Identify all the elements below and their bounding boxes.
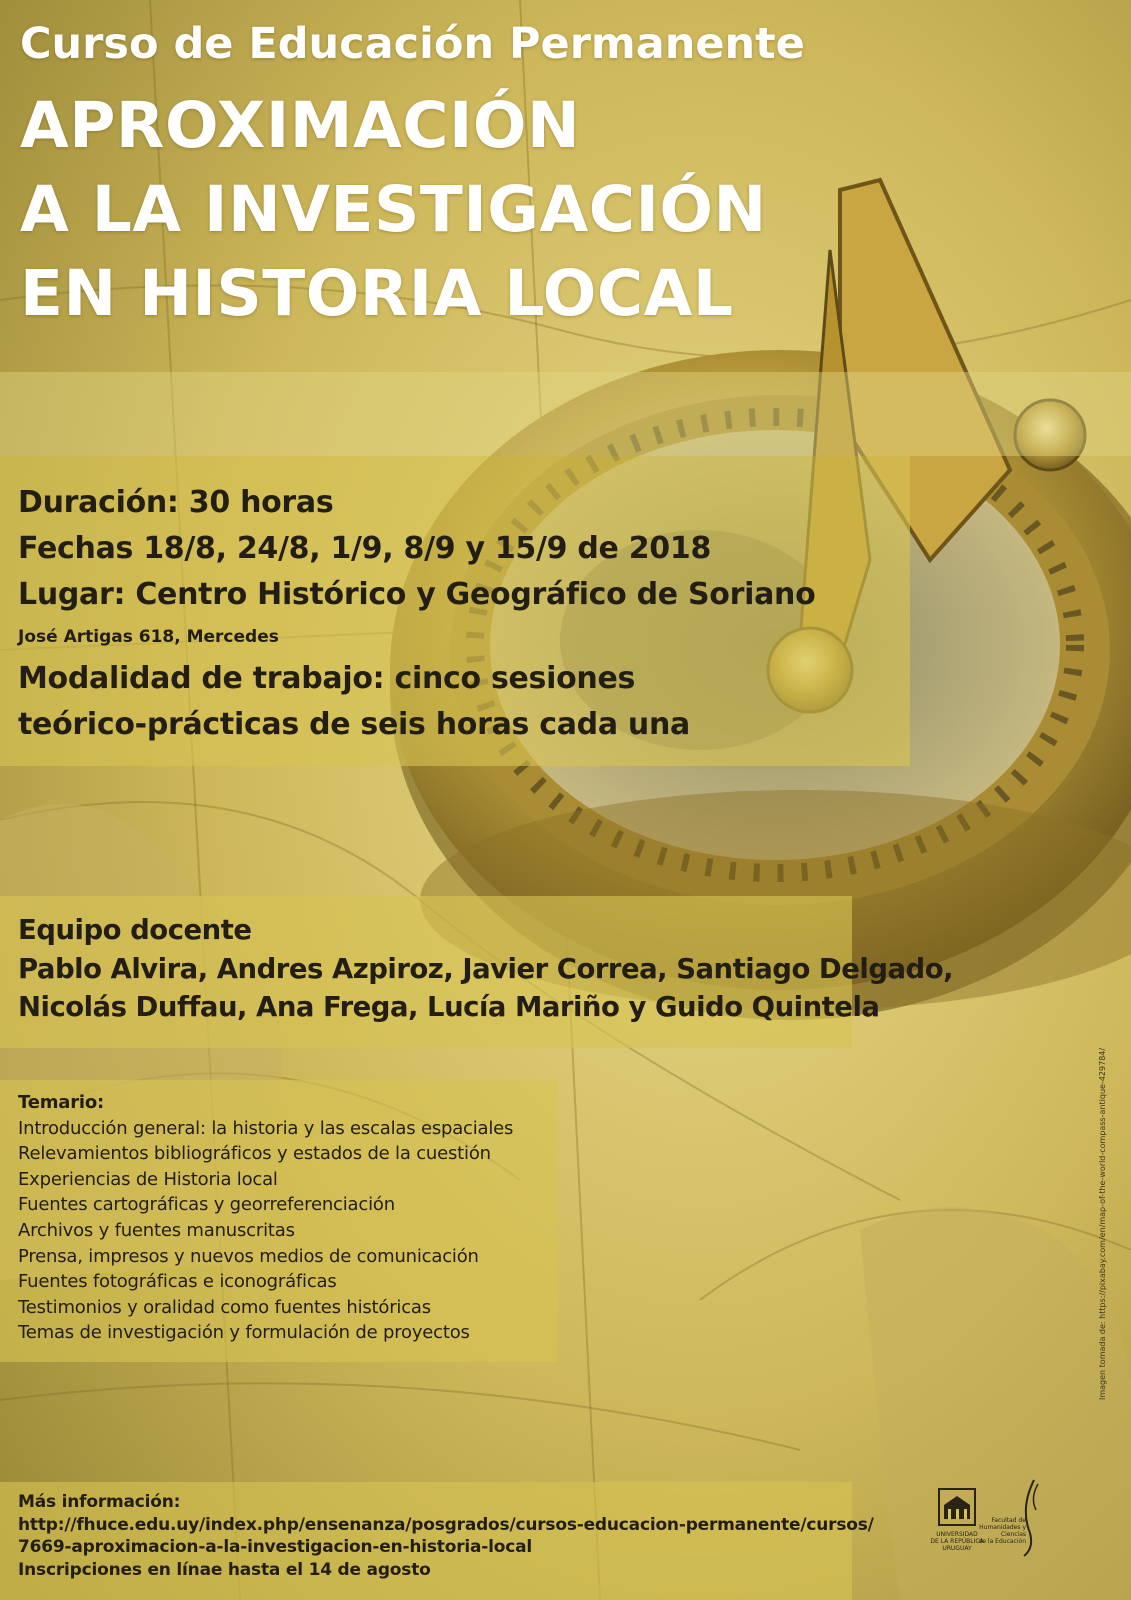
- syllabus-heading: Temario:: [18, 1092, 105, 1113]
- course-type-label: Curso de Educación Permanente: [20, 19, 805, 69]
- syllabus-item: Experiencias de Historia local: [18, 1168, 278, 1190]
- team-members-line: Pablo Alvira, Andres Azpiroz, Javier Correa, Santiago Delgado,: [18, 952, 954, 985]
- syllabus-item: Introducción general: la historia y las escalas espaciales: [18, 1117, 514, 1139]
- syllabus-item: Testimonios y oralidad como fuentes históricas: [18, 1296, 431, 1318]
- dates-text: Fechas 18/8, 24/8, 1/9, 8/9 y 15/9 de 2018: [18, 531, 712, 566]
- syllabus-item: Relevamientos bibliográficos y estados de la cuestión: [18, 1143, 491, 1165]
- registration-text: Inscripciones en línae hasta el 14 de agosto: [18, 1559, 431, 1580]
- modality-text-line: Modalidad de trabajo: cinco sesiones: [18, 661, 636, 696]
- more-info: [18, 1491, 874, 1581]
- syllabus-item: Temas de investigación y formulación de proyectos: [18, 1322, 470, 1344]
- fhce-logo: [978, 1478, 1070, 1558]
- modality-text-line: teórico-prácticas de seis horas cada una: [18, 707, 690, 742]
- udelar-logo-line: URUGUAY: [942, 1545, 972, 1552]
- team-members-line: Nicolás Duffau, Ana Frega, Lucía Mariño y Guido Quintela: [18, 991, 880, 1023]
- course-title-line: A LA INVESTIGACIÓN: [20, 173, 767, 246]
- udelar-logo-line: UNIVERSIDAD: [936, 1531, 978, 1538]
- syllabus-item: Archivos y fuentes manuscritas: [18, 1219, 295, 1241]
- light-band: [0, 372, 1131, 456]
- udelar-logo-line: DE LA REPÚBLICA: [930, 1538, 984, 1545]
- place-text: Lugar: Centro Histórico y Geográfico de Soriano: [18, 577, 816, 612]
- info-url-line[interactable]: http://fhuce.edu.uy/index.php/ensenanza/posgrados/cursos-educacion-permanente/cursos/: [18, 1514, 874, 1535]
- image-credit: Imagen tomada de: https://pixabay.com/en/map-of-the-world-compass-antique-429784/: [1098, 1047, 1107, 1400]
- fhce-logo-line: Humanidades y: [979, 1524, 1026, 1531]
- team-heading: Equipo docente: [18, 914, 252, 946]
- udelar-logo: [930, 1485, 985, 1555]
- course-title-line: APROXIMACIÓN: [20, 89, 581, 162]
- teaching-team: [18, 911, 953, 1027]
- syllabus: [18, 1090, 513, 1346]
- syllabus-item: Fuentes fotográficas e iconográficas: [18, 1271, 337, 1293]
- info-url-line[interactable]: 7669-aproximacion-a-la-investigacion-en-historia-local: [18, 1537, 533, 1557]
- fhce-logo-line: Facultad de: [991, 1517, 1026, 1524]
- more-info-heading: Más información:: [18, 1492, 181, 1512]
- course-title: [20, 84, 767, 336]
- fhce-logo-line: de la Educación: [978, 1538, 1026, 1545]
- address-text: José Artigas 618, Mercedes: [18, 627, 279, 647]
- duration-text: Duración: 30 horas: [18, 485, 334, 520]
- course-details: [18, 480, 815, 748]
- syllabus-item: Prensa, impresos y nuevos medios de comunicación: [18, 1245, 479, 1267]
- syllabus-item: Fuentes cartográficas y georreferenciación: [18, 1194, 395, 1216]
- fhce-logo-line: Ciencias: [1000, 1531, 1026, 1538]
- course-title-line: EN HISTORIA LOCAL: [20, 257, 734, 330]
